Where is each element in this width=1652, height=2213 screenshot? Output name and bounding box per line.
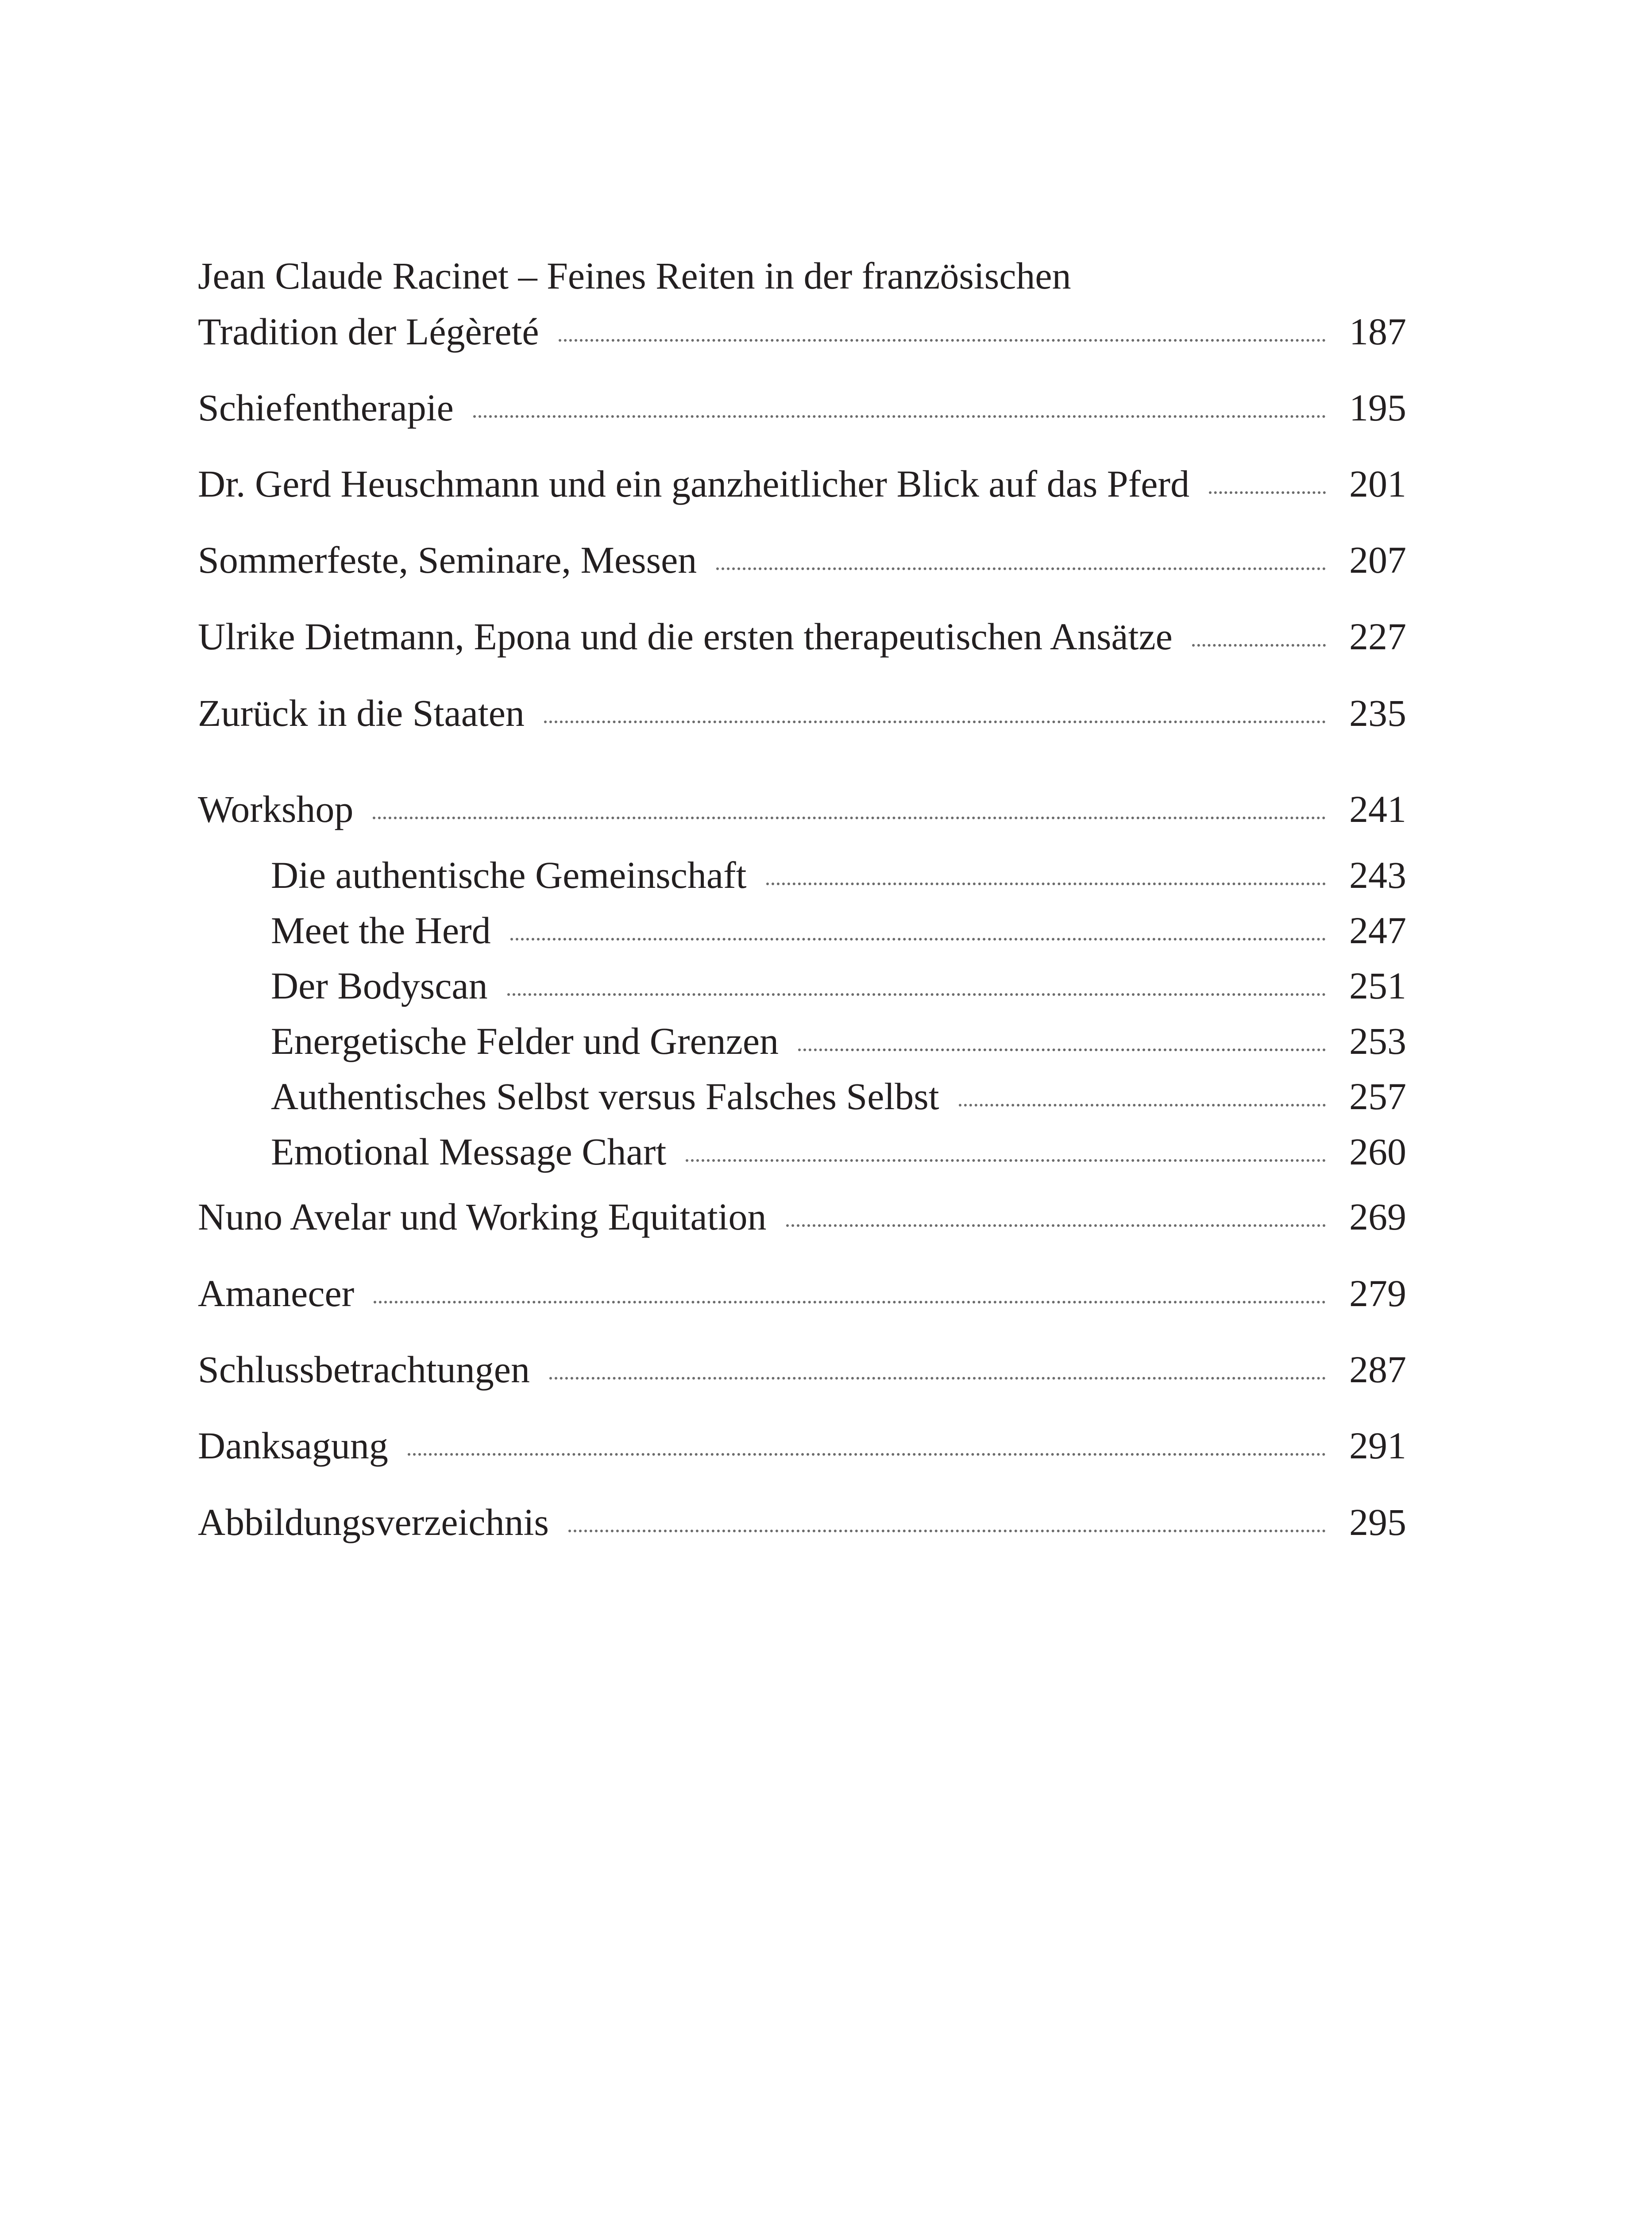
dot-leader xyxy=(473,415,1326,418)
toc-page-number: 195 xyxy=(1349,386,1406,429)
dot-leader xyxy=(373,817,1326,819)
toc-entry[interactable] xyxy=(198,1189,1406,1245)
toc-entry-title: Nuno Avelar und Working Equitation xyxy=(198,1195,767,1238)
toc-entry[interactable] xyxy=(198,1418,1406,1473)
dot-leader xyxy=(959,1104,1326,1106)
toc-page-number: 247 xyxy=(1349,909,1406,952)
toc-subentry-title: Meet the Herd xyxy=(271,909,491,952)
toc-entry-title: Sommerfeste, Seminare, Messen xyxy=(198,539,697,581)
toc-entry-title: Tradition der Légèreté xyxy=(198,310,539,353)
toc-subentry-title: Authentisches Selbst versus Falsches Selbst xyxy=(271,1075,939,1118)
toc-page-number: 291 xyxy=(1349,1424,1406,1467)
toc-page-number: 235 xyxy=(1349,692,1406,734)
toc-entry[interactable] xyxy=(198,1342,1406,1397)
toc-page-number: 269 xyxy=(1349,1195,1406,1238)
toc-entry-title: Amanecer xyxy=(198,1272,355,1315)
dot-leader xyxy=(766,883,1326,885)
toc-page-number: 207 xyxy=(1349,539,1406,581)
toc-page-number: 201 xyxy=(1349,463,1406,505)
toc-subentry-title: Energetische Felder und Grenzen xyxy=(271,1020,779,1062)
toc-entry-title: Schiefentherapie xyxy=(198,386,454,429)
toc-page-number: 251 xyxy=(1349,964,1406,1007)
toc-page-number: 287 xyxy=(1349,1348,1406,1391)
toc-subentry[interactable] xyxy=(198,1013,1406,1069)
toc-page-number: 295 xyxy=(1349,1501,1406,1543)
toc-entry[interactable] xyxy=(198,456,1406,512)
toc-page-number: 243 xyxy=(1349,854,1406,896)
toc-entry[interactable] xyxy=(198,609,1406,664)
dot-leader xyxy=(549,1377,1326,1380)
toc-entry-racinet[interactable] xyxy=(198,304,1406,359)
dot-leader xyxy=(686,1159,1326,1162)
toc-subentry[interactable] xyxy=(198,1068,1406,1124)
dot-leader xyxy=(544,721,1326,723)
toc-entry-title: Abbildungsverzeichnis xyxy=(198,1501,549,1543)
toc-page-number: 260 xyxy=(1349,1130,1406,1173)
dot-leader xyxy=(559,339,1326,342)
toc-entry-workshop[interactable] xyxy=(198,781,1406,837)
toc-subentry-title: Der Bodyscan xyxy=(271,964,488,1007)
toc-entry-racinet-line1: Jean Claude Racinet – Feines Reiten in der französischen xyxy=(198,254,1071,297)
toc-subentry[interactable] xyxy=(198,958,1406,1014)
toc-entry-title: Danksagung xyxy=(198,1424,388,1467)
dot-leader xyxy=(408,1453,1326,1456)
dot-leader xyxy=(510,938,1326,941)
toc-entry-title: Schlussbetrachtungen xyxy=(198,1348,530,1391)
toc-subentry-title: Emotional Message Chart xyxy=(271,1130,667,1173)
toc-entry-title: Zurück in die Staaten xyxy=(198,692,525,734)
toc-subentry[interactable] xyxy=(198,847,1406,903)
toc-entry[interactable] xyxy=(198,532,1406,588)
dot-leader xyxy=(374,1301,1326,1303)
toc-entry[interactable] xyxy=(198,1265,1406,1321)
toc-page-number: 241 xyxy=(1349,788,1406,830)
toc-entry-title: Dr. Gerd Heuschmann und ein ganzheitlicher Blick auf das Pferd xyxy=(198,463,1190,505)
toc-subentry-title: Die authentische Gemeinschaft xyxy=(271,854,747,896)
toc-page-number: 279 xyxy=(1349,1272,1406,1315)
dot-leader xyxy=(716,567,1326,570)
dot-leader xyxy=(1209,491,1326,494)
toc-page-number: 187 xyxy=(1349,310,1406,353)
toc-page-number: 253 xyxy=(1349,1020,1406,1062)
toc-entry[interactable] xyxy=(198,380,1406,436)
toc-page-number: 227 xyxy=(1349,615,1406,658)
dot-leader xyxy=(1192,644,1326,647)
dot-leader xyxy=(507,993,1326,996)
dot-leader xyxy=(798,1049,1326,1051)
toc-subentry[interactable] xyxy=(198,1124,1406,1180)
toc-entry[interactable] xyxy=(198,1494,1406,1550)
toc-entry-title: Workshop xyxy=(198,788,354,830)
toc-entry[interactable] xyxy=(198,685,1406,741)
dot-leader xyxy=(786,1224,1326,1227)
toc-subentry[interactable] xyxy=(198,902,1406,958)
toc-page-number: 257 xyxy=(1349,1075,1406,1118)
dot-leader xyxy=(568,1530,1326,1532)
toc-entry-title: Ulrike Dietmann, Epona und die ersten therapeutischen Ansätze xyxy=(198,615,1173,658)
